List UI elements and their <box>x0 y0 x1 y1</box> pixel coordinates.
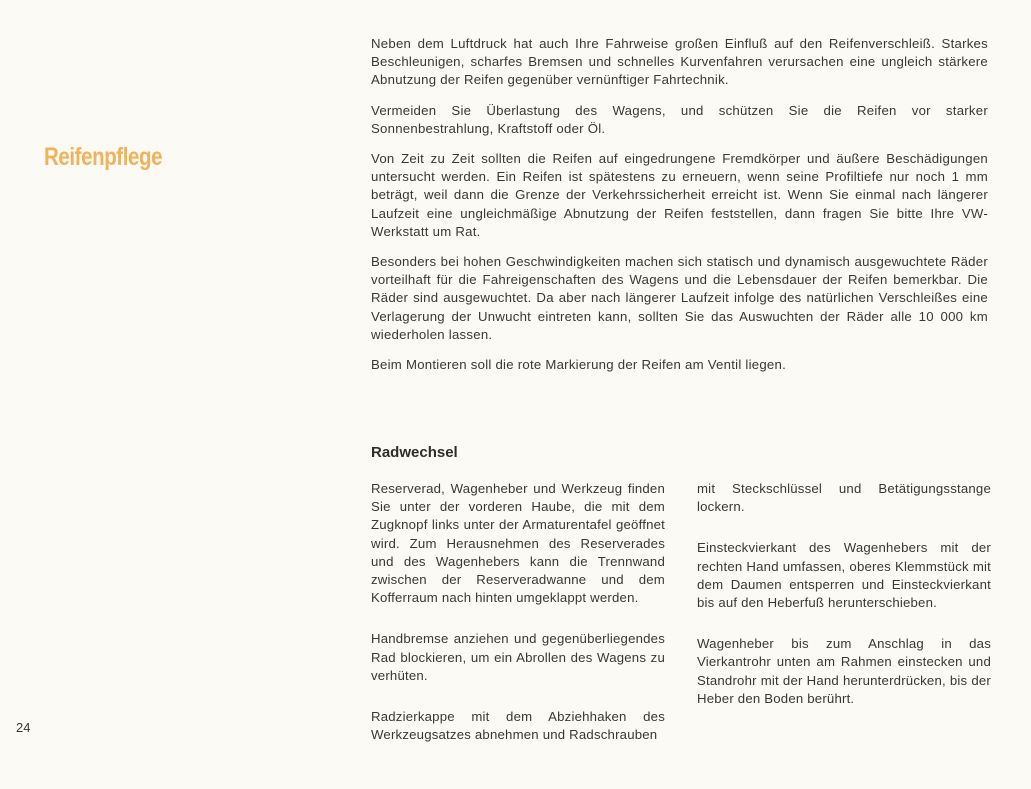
right-column <box>697 480 991 731</box>
intro-text-block <box>371 35 988 386</box>
intro-paragraph: Besonders bei hohen Geschwindigkeiten machen sich statisch und dynamisch ausgewuchtete Räder vorteilhaft für die Fahreigenschaften des Wagens und die Lebensdauer der Reifen bemerkbar. Die Räder sind ausgewuchtet. Da aber nach längerer Laufzeit infolge des natürlichen Verschleißes eine Verlagerung der Unwucht eintreten kann, sollten Sie das Auswuchten der Räder alle 10 000 km wiederholen lassen. <box>371 254 988 342</box>
intro-paragraph: Neben dem Luftdruck hat auch Ihre Fahrweise großen Einfluß auf den Reifenverschleiß. Starkes Beschleunigen, scharfes Bremsen und schnelles Kurvenfahren verursachen eine ungleich stärkere Abnutzung der Reifen gegenüber vernünftiger Fahrtechnik. <box>371 36 988 88</box>
intro-paragraph: Vermeiden Sie Überlastung des Wagens, und schützen Sie die Reifen vor starker Sonnenbestrahlung, Kraftstoff oder Öl. <box>371 102 988 136</box>
right-column-paragraph: Wagenheber bis zum Anschlag in das Vierkantrohr unten am Rahmen einstecken und Standrohr mit der Hand herunterdrücken, bis der Heber den Boden berührt. <box>697 636 991 706</box>
left-column-paragraph: Radzierkappe mit dem Abziehhaken des Werkzeugsatzes abnehmen und Radschrauben <box>371 709 665 743</box>
right-column-paragraph: mit Steckschlüssel und Betätigungsstange lockern. <box>697 481 991 515</box>
intro-paragraph: Von Zeit zu Zeit sollten die Reifen auf eingedrungene Fremdkörper und äußere Beschädigungen untersucht werden. Ein Reifen ist spätestens zu erneuern, wenn seine Profiltiefe nur noch 1 mm beträgt, weil dann die Grenze der Verkehrssicherheit erreicht ist. Wenn Sie einmal nach längerer Laufzeit eine ungleichmäßige Abnutzung der Reifen feststellen, dann fragen Sie bitte Ihre VW-Werkstatt um Rat. <box>371 151 988 239</box>
intro-paragraph: Beim Montieren soll die rote Markierung der Reifen am Ventil liegen. <box>371 357 787 373</box>
page-number: 24 <box>16 720 31 735</box>
subheading-radwechsel: Radwechsel <box>371 444 458 461</box>
left-column-paragraph: Handbremse anziehen und gegenüberliegendes Rad blockieren, um ein Abrollen des Wagens zu verhüten. <box>371 631 665 683</box>
section-title: Reifenpflege <box>44 143 163 171</box>
right-column-paragraph: Einsteckvierkant des Wagenhebers mit der rechten Hand umfassen, oberes Klemmstück mit dem Daumen entsperren und Einsteckvierkant bis auf den Heberfuß herunterschieben. <box>697 540 991 611</box>
left-column <box>371 480 665 767</box>
left-column-paragraph: Reserverad, Wagenheber und Werkzeug finden Sie unter der vorderen Haube, die mit dem Zugknopf links unter der Armaturentafel geöffnet wird. Zum Herausnehmen des Reserverades und des Wagenhebers kann die Trennwand zwischen der Reserveradwanne und dem Kofferraum nach hinten umgeklappt werden. <box>371 481 665 606</box>
